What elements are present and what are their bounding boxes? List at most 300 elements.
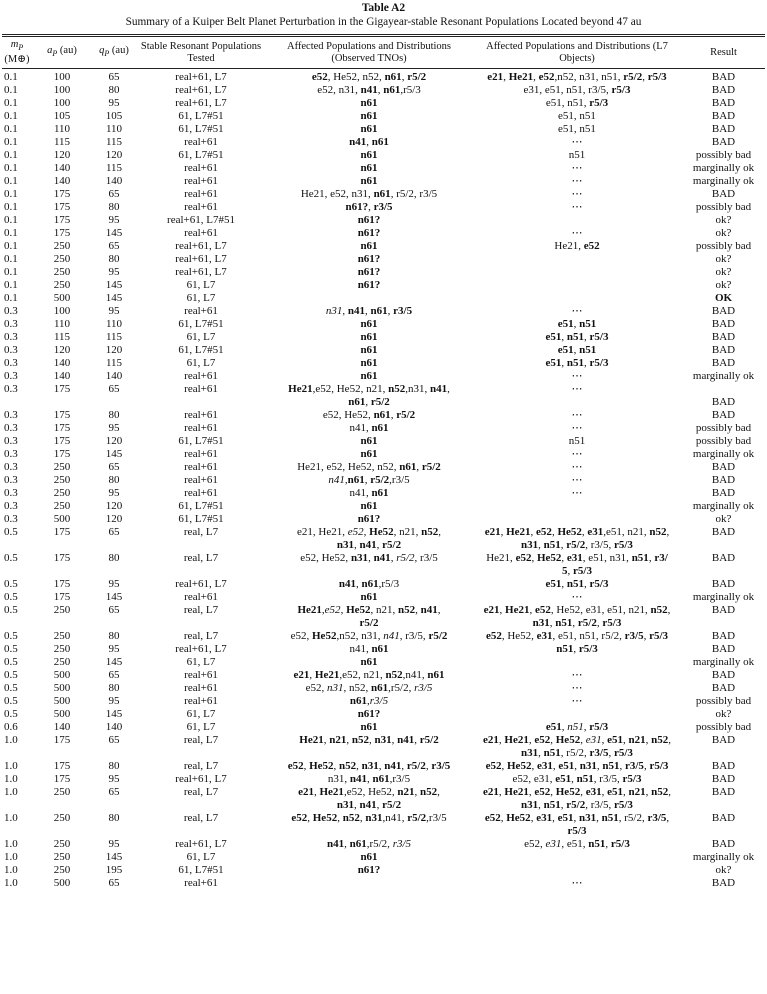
cell-mp: 1.0 bbox=[4, 812, 18, 825]
cell-observed: n61? bbox=[357, 253, 381, 266]
cell-qp: 120 bbox=[105, 149, 123, 162]
cell-ap: 250 bbox=[53, 253, 71, 266]
cell-l7: e51, n51 bbox=[558, 123, 596, 136]
table-row bbox=[2, 292, 765, 305]
cell-qp: 80 bbox=[108, 201, 120, 214]
cell-qp: 65 bbox=[108, 188, 120, 201]
table-row bbox=[2, 175, 765, 188]
cell-l7: e21, He21, e52, He52, e31, e51, n21, n52, n31, n51, r5/2, r3/5, r5/3 bbox=[483, 786, 671, 812]
cell-observed: He21, e52, n31, n61, r5/2, r3/5 bbox=[300, 188, 438, 201]
cell-stable: 61, L7 bbox=[186, 279, 216, 292]
cell-result: BAD bbox=[711, 305, 736, 318]
cell-result: ok? bbox=[715, 266, 732, 279]
cell-qp: 145 bbox=[105, 227, 123, 240]
cell-stable: real, L7 bbox=[183, 760, 219, 773]
cell-ap: 250 bbox=[53, 487, 71, 500]
cell-mp: 0.3 bbox=[4, 357, 18, 370]
table-row bbox=[2, 669, 765, 682]
cell-qp: 95 bbox=[108, 695, 120, 708]
cell-l7 bbox=[472, 266, 682, 279]
cell-result: BAD bbox=[711, 136, 736, 149]
cell-mp: 1.0 bbox=[4, 760, 18, 773]
cell-observed: n61 bbox=[360, 175, 378, 188]
cell-ap: 250 bbox=[53, 838, 71, 851]
cell-mp: 0.3 bbox=[4, 500, 18, 513]
cell-observed: n61 bbox=[360, 435, 378, 448]
cell-l7 bbox=[472, 708, 682, 721]
cell-observed: e52, n31, n41, n61,r5/3 bbox=[317, 84, 421, 97]
cell-ap: 250 bbox=[53, 786, 71, 799]
cell-l7: e52, He52, e31, e51, n31, n51, r3/5, r5/3 bbox=[485, 760, 669, 773]
cell-qp: 65 bbox=[108, 461, 120, 474]
cell-ap: 250 bbox=[53, 630, 71, 643]
cell-qp: 95 bbox=[108, 305, 120, 318]
cell-observed: n31, n41, n61, r3/5 bbox=[325, 305, 413, 318]
cell-qp: 140 bbox=[105, 721, 123, 734]
table-row bbox=[2, 487, 765, 500]
cell-l7: ⋯ bbox=[571, 162, 583, 175]
header-result: Result bbox=[710, 46, 737, 58]
table-row bbox=[2, 409, 765, 422]
cell-l7: e51, n51, r5/3 bbox=[545, 578, 609, 591]
cell-result: ok? bbox=[715, 214, 732, 227]
cell-observed: n41, n61,r5/3 bbox=[338, 578, 400, 591]
table-row bbox=[2, 812, 765, 838]
cell-l7: ⋯ bbox=[571, 175, 583, 188]
cell-ap: 250 bbox=[53, 474, 71, 487]
cell-result: BAD bbox=[711, 474, 736, 487]
table-row bbox=[2, 84, 765, 97]
cell-qp: 65 bbox=[108, 71, 120, 84]
cell-result: possibly bad bbox=[695, 435, 752, 448]
table-row bbox=[2, 656, 765, 669]
cell-stable: real+61 bbox=[184, 188, 218, 201]
cell-l7: ⋯ bbox=[571, 591, 583, 604]
table-row bbox=[2, 188, 765, 201]
cell-result: BAD bbox=[711, 526, 736, 539]
cell-result: ok? bbox=[715, 279, 732, 292]
cell-observed: n61 bbox=[360, 344, 378, 357]
cell-result: ok? bbox=[715, 864, 732, 877]
cell-mp: 0.5 bbox=[4, 630, 18, 643]
cell-stable: real+61, L7 bbox=[175, 240, 227, 253]
header-l7: Affected Populations and Distributions (L7 Objects) bbox=[486, 40, 668, 64]
cell-stable: 61, L7#51 bbox=[178, 513, 224, 526]
cell-ap: 175 bbox=[53, 578, 71, 591]
cell-stable: real+61, L7 bbox=[175, 71, 227, 84]
cell-l7: e51, n51, r5/3 bbox=[545, 721, 609, 734]
cell-mp: 0.3 bbox=[4, 448, 18, 461]
cell-observed: n61 bbox=[360, 123, 378, 136]
table-row bbox=[2, 578, 765, 591]
cell-stable: real+61 bbox=[184, 175, 218, 188]
cell-stable: real, L7 bbox=[183, 630, 219, 643]
cell-observed: n61? bbox=[357, 708, 381, 721]
cell-qp: 95 bbox=[108, 487, 120, 500]
cell-l7: He21, e52, He52, e31, e51, n31, n51, r3/ 5, r5/3 bbox=[486, 552, 668, 578]
table-row bbox=[2, 97, 765, 110]
cell-result: marginally ok bbox=[692, 448, 755, 461]
cell-ap: 250 bbox=[53, 851, 71, 864]
cell-mp: 1.0 bbox=[4, 838, 18, 851]
table-caption: Summary of a Kuiper Belt Planet Perturbation in the Gigayear-stable Resonant Populations Located beyond 47 au bbox=[125, 16, 642, 28]
cell-stable: 61, L7 bbox=[186, 656, 216, 669]
cell-mp: 0.1 bbox=[4, 201, 18, 214]
cell-mp: 0.3 bbox=[4, 370, 18, 383]
cell-ap: 100 bbox=[53, 84, 71, 97]
cell-observed: n31, n41, n61,r3/5 bbox=[327, 773, 411, 786]
cell-stable: real+61 bbox=[184, 448, 218, 461]
cell-ap: 120 bbox=[53, 149, 71, 162]
header-ap: $a_P$ (au) bbox=[47, 45, 77, 59]
cell-result: marginally ok bbox=[692, 851, 755, 864]
cell-stable: 61, L7#51 bbox=[178, 110, 224, 123]
cell-stable: 61, L7#51 bbox=[178, 318, 224, 331]
cell-l7: e52, e31, e51, n51, r3/5, r5/3 bbox=[512, 773, 642, 786]
cell-observed: e21, He21, e52, He52, n21, n52, n31, n41, r5/2 bbox=[297, 526, 441, 552]
cell-ap: 115 bbox=[53, 331, 71, 344]
cell-observed: e52, He52, n61, r5/2 bbox=[322, 409, 416, 422]
cell-l7: ⋯ bbox=[571, 201, 583, 214]
cell-stable: real+61 bbox=[184, 227, 218, 240]
table-row bbox=[2, 344, 765, 357]
cell-stable: 61, L7#51 bbox=[178, 435, 224, 448]
cell-l7: e51, n51 bbox=[557, 344, 597, 357]
cell-mp: 0.1 bbox=[4, 175, 18, 188]
cell-observed bbox=[266, 877, 472, 890]
cell-qp: 65 bbox=[108, 669, 120, 682]
table-row bbox=[2, 604, 765, 630]
cell-stable: 61, L7 bbox=[186, 292, 216, 305]
cell-mp: 0.3 bbox=[4, 318, 18, 331]
cell-ap: 100 bbox=[53, 97, 71, 110]
cell-qp: 95 bbox=[108, 422, 120, 435]
cell-stable: real+61, L7 bbox=[175, 266, 227, 279]
cell-qp: 115 bbox=[105, 136, 123, 149]
cell-l7 bbox=[472, 292, 682, 305]
cell-observed: n61? bbox=[357, 279, 381, 292]
cell-mp: 0.3 bbox=[4, 344, 18, 357]
cell-observed: n61? bbox=[357, 513, 381, 526]
cell-mp: 1.0 bbox=[4, 786, 18, 799]
cell-result: BAD bbox=[711, 682, 736, 695]
cell-result: marginally ok bbox=[692, 162, 755, 175]
cell-result: BAD bbox=[711, 409, 736, 422]
cell-result: BAD bbox=[711, 71, 736, 84]
cell-mp: 0.5 bbox=[4, 708, 18, 721]
cell-l7: e21, He21, e52, He52, e31, e51, n21, n52, n31, n51, r5/2, r3/5, r5/3 bbox=[483, 734, 671, 760]
cell-observed: e52, He52,n52, n31, n41, r3/5, r5/2 bbox=[290, 630, 448, 643]
table-row bbox=[2, 721, 765, 734]
table-row bbox=[2, 227, 765, 240]
cell-observed: n41, n61 bbox=[349, 136, 389, 149]
cell-mp: 0.3 bbox=[4, 331, 18, 344]
cell-result: OK bbox=[714, 292, 733, 305]
cell-mp: 0.5 bbox=[4, 669, 18, 682]
cell-mp: 0.5 bbox=[4, 695, 18, 708]
cell-result: BAD bbox=[711, 669, 736, 682]
cell-result: possibly bad bbox=[695, 149, 752, 162]
cell-qp: 80 bbox=[108, 552, 120, 565]
table-row bbox=[2, 461, 765, 474]
cell-observed: n61 bbox=[360, 149, 378, 162]
table-row bbox=[2, 786, 765, 812]
cell-l7: e52, He52, e31, e51, n51, r5/2, r3/5, r5/3 bbox=[485, 630, 669, 643]
cell-ap: 250 bbox=[53, 266, 71, 279]
cell-l7: e21, He21, e52, He52, e31, e51, n21, n52, n31, n51, r5/2, r5/3 bbox=[483, 604, 671, 630]
cell-stable: real+61 bbox=[184, 383, 218, 396]
cell-observed: n41, n61 bbox=[349, 643, 389, 656]
cell-qp: 65 bbox=[108, 786, 120, 799]
cell-l7: ⋯ bbox=[571, 383, 583, 396]
cell-l7 bbox=[472, 513, 682, 526]
cell-observed: e52, He52, n52, n31, n41, r5/2, r3/5 bbox=[287, 760, 451, 773]
table-row bbox=[2, 266, 765, 279]
cell-ap: 110 bbox=[53, 318, 71, 331]
cell-l7: e52, e31, e51, n51, r5/3 bbox=[524, 838, 630, 851]
cell-stable: real+61, L7 bbox=[175, 578, 227, 591]
cell-result: BAD bbox=[711, 318, 736, 331]
cell-result: BAD bbox=[711, 487, 736, 500]
cell-stable: real, L7 bbox=[183, 604, 219, 617]
cell-observed: n61 bbox=[360, 851, 378, 864]
table-row bbox=[2, 383, 765, 409]
cell-observed: n41, n61 bbox=[349, 422, 389, 435]
cell-observed: n41, n61,r5/2, r3/5 bbox=[326, 838, 412, 851]
cell-qp: 140 bbox=[105, 175, 123, 188]
cell-ap: 175 bbox=[53, 435, 71, 448]
cell-qp: 65 bbox=[108, 526, 120, 539]
cell-qp: 95 bbox=[108, 773, 120, 786]
cell-stable: real+61, L7 bbox=[175, 838, 227, 851]
cell-observed: He21,e52, He52, n21, n52, n41, r5/2 bbox=[297, 604, 441, 630]
table-row bbox=[2, 331, 765, 344]
cell-observed: n61 bbox=[360, 656, 378, 669]
table-row bbox=[2, 162, 765, 175]
cell-observed bbox=[266, 292, 472, 305]
cell-mp: 0.1 bbox=[4, 188, 18, 201]
cell-l7: ⋯ bbox=[571, 474, 583, 487]
table-row bbox=[2, 682, 765, 695]
cell-result: BAD bbox=[711, 344, 736, 357]
cell-stable: 61, L7#51 bbox=[178, 149, 224, 162]
cell-qp: 80 bbox=[108, 630, 120, 643]
cell-result: BAD bbox=[711, 734, 736, 747]
cell-ap: 500 bbox=[53, 877, 71, 890]
cell-stable: real+61, L7#51 bbox=[167, 214, 235, 227]
cell-qp: 120 bbox=[105, 513, 123, 526]
cell-ap: 140 bbox=[53, 721, 71, 734]
cell-observed: n61 bbox=[360, 591, 378, 604]
cell-result: possibly bad bbox=[695, 201, 752, 214]
cell-ap: 175 bbox=[53, 591, 71, 604]
cell-mp: 1.0 bbox=[4, 851, 18, 864]
cell-l7: ⋯ bbox=[571, 422, 583, 435]
table-row bbox=[2, 435, 765, 448]
cell-qp: 95 bbox=[108, 578, 120, 591]
cell-qp: 145 bbox=[105, 851, 123, 864]
table-row bbox=[2, 773, 765, 786]
cell-qp: 95 bbox=[108, 838, 120, 851]
cell-mp: 1.0 bbox=[4, 734, 18, 747]
cell-l7: e21, He21, e52, He52, e31,e51, n21, n52, n31, n51, r5/2, r3/5, r5/3 bbox=[484, 526, 670, 552]
cell-qp: 80 bbox=[108, 812, 120, 825]
cell-stable: real+61 bbox=[184, 487, 218, 500]
cell-qp: 65 bbox=[108, 877, 120, 890]
cell-mp: 0.1 bbox=[4, 136, 18, 149]
cell-l7: ⋯ bbox=[571, 227, 583, 240]
cell-qp: 80 bbox=[108, 760, 120, 773]
cell-l7: n51 bbox=[568, 435, 586, 448]
cell-qp: 145 bbox=[105, 708, 123, 721]
cell-stable: real+61 bbox=[184, 461, 218, 474]
cell-qp: 65 bbox=[108, 604, 120, 617]
cell-result: marginally ok bbox=[692, 500, 755, 513]
cell-l7 bbox=[472, 253, 682, 266]
cell-mp: 0.5 bbox=[4, 526, 18, 539]
cell-stable: 61, L7#51 bbox=[178, 344, 224, 357]
header-mp: $m_P$ (M⊕) bbox=[4, 39, 30, 66]
cell-l7: ⋯ bbox=[571, 188, 583, 201]
table-row bbox=[2, 474, 765, 487]
cell-l7 bbox=[472, 864, 682, 877]
cell-l7: ⋯ bbox=[571, 370, 583, 383]
cell-mp: 0.3 bbox=[4, 487, 18, 500]
cell-qp: 140 bbox=[105, 370, 123, 383]
cell-l7: He21, e52 bbox=[554, 240, 600, 253]
cell-mp: 1.0 bbox=[4, 864, 18, 877]
table-row bbox=[2, 136, 765, 149]
cell-qp: 145 bbox=[105, 591, 123, 604]
cell-mp: 0.1 bbox=[4, 214, 18, 227]
cell-mp: 0.1 bbox=[4, 279, 18, 292]
cell-result: BAD bbox=[711, 123, 736, 136]
cell-l7: ⋯ bbox=[571, 409, 583, 422]
table-row bbox=[2, 149, 765, 162]
cell-l7: ⋯ bbox=[571, 461, 583, 474]
table-row bbox=[2, 526, 765, 552]
cell-qp: 145 bbox=[105, 292, 123, 305]
cell-mp: 0.3 bbox=[4, 513, 18, 526]
cell-result: ok? bbox=[715, 253, 732, 266]
cell-l7: e51, n51 bbox=[558, 110, 596, 123]
cell-result: BAD bbox=[711, 188, 736, 201]
cell-result: marginally ok bbox=[692, 175, 755, 188]
cell-qp: 115 bbox=[105, 331, 123, 344]
table-row bbox=[2, 838, 765, 851]
cell-mp: 0.1 bbox=[4, 227, 18, 240]
cell-qp: 145 bbox=[105, 656, 123, 669]
cell-result: BAD bbox=[711, 786, 736, 799]
cell-observed: He21, e52, He52, n52, n61, r5/2 bbox=[297, 461, 441, 474]
cell-observed: n61? bbox=[357, 214, 381, 227]
cell-l7 bbox=[472, 656, 682, 669]
cell-stable: real+61, L7 bbox=[175, 773, 227, 786]
cell-result: BAD bbox=[711, 877, 736, 890]
cell-stable: 61, L7 bbox=[186, 331, 216, 344]
cell-qp: 95 bbox=[108, 643, 120, 656]
cell-observed: n61 bbox=[360, 370, 378, 383]
cell-l7: ⋯ bbox=[571, 487, 583, 500]
cell-l7: ⋯ bbox=[571, 877, 583, 890]
cell-stable: real+61 bbox=[184, 695, 218, 708]
cell-ap: 175 bbox=[53, 383, 71, 396]
cell-observed: e21, He21,e52, n21, n52,n41, n61 bbox=[293, 669, 445, 682]
cell-stable: real+61, L7 bbox=[175, 253, 227, 266]
cell-stable: real+61 bbox=[184, 877, 218, 890]
cell-mp: 0.1 bbox=[4, 292, 18, 305]
cell-ap: 500 bbox=[53, 669, 71, 682]
cell-ap: 250 bbox=[53, 604, 71, 617]
table-row bbox=[2, 760, 765, 773]
cell-result: BAD bbox=[711, 812, 736, 825]
cell-l7: e31, e51, n51, r3/5, r5/3 bbox=[523, 84, 631, 97]
cell-qp: 120 bbox=[105, 435, 123, 448]
cell-stable: 61, L7 bbox=[186, 357, 216, 370]
table-row bbox=[2, 123, 765, 136]
cell-ap: 250 bbox=[53, 643, 71, 656]
cell-mp: 0.1 bbox=[4, 84, 18, 97]
cell-ap: 175 bbox=[53, 773, 71, 786]
cell-l7: e51, n51, r5/3 bbox=[545, 331, 609, 344]
cell-l7: e51, n51 bbox=[557, 318, 597, 331]
cell-qp: 65 bbox=[108, 383, 120, 396]
cell-observed: n61 bbox=[360, 162, 378, 175]
cell-observed: e52, He52, n52, n61, r5/2 bbox=[311, 71, 427, 84]
cell-result: BAD bbox=[711, 84, 736, 97]
cell-stable: 61, L7 bbox=[186, 851, 216, 864]
cell-stable: real, L7 bbox=[183, 786, 219, 799]
table-body bbox=[2, 69, 765, 890]
cell-ap: 110 bbox=[53, 123, 71, 136]
cell-mp: 0.1 bbox=[4, 123, 18, 136]
table-row bbox=[2, 318, 765, 331]
table-row bbox=[2, 708, 765, 721]
cell-mp: 0.1 bbox=[4, 149, 18, 162]
cell-result: possibly bad bbox=[695, 240, 752, 253]
table-row bbox=[2, 279, 765, 292]
cell-qp: 120 bbox=[105, 500, 123, 513]
table-row bbox=[2, 253, 765, 266]
cell-qp: 120 bbox=[105, 344, 123, 357]
table-row bbox=[2, 201, 765, 214]
cell-observed: n41, n61 bbox=[349, 487, 389, 500]
cell-observed: n61 bbox=[360, 110, 378, 123]
table-row bbox=[2, 305, 765, 318]
table-row bbox=[2, 643, 765, 656]
cell-mp: 0.1 bbox=[4, 240, 18, 253]
cell-result: marginally ok bbox=[692, 370, 755, 383]
table-row bbox=[2, 214, 765, 227]
cell-l7: ⋯ bbox=[571, 136, 583, 149]
cell-observed: n61 bbox=[360, 721, 378, 734]
table-row bbox=[2, 110, 765, 123]
cell-observed: n41,n61, r5/2,r3/5 bbox=[328, 474, 410, 487]
cell-ap: 175 bbox=[53, 227, 71, 240]
table-row bbox=[2, 695, 765, 708]
cell-observed: e21, He21,e52, He52, n21, n52, n31, n41, r5/2 bbox=[298, 786, 440, 812]
cell-ap: 250 bbox=[53, 812, 71, 825]
cell-l7: n51 bbox=[568, 149, 586, 162]
cell-result: possibly bad bbox=[695, 422, 752, 435]
cell-mp: 0.1 bbox=[4, 97, 18, 110]
cell-observed: e52, n31, n52, n61,r5/2, r3/5 bbox=[305, 682, 433, 695]
cell-qp: 80 bbox=[108, 474, 120, 487]
cell-stable: 61, L7#51 bbox=[178, 864, 224, 877]
cell-mp: 0.5 bbox=[4, 643, 18, 656]
cell-ap: 250 bbox=[53, 656, 71, 669]
cell-l7: ⋯ bbox=[571, 305, 583, 318]
